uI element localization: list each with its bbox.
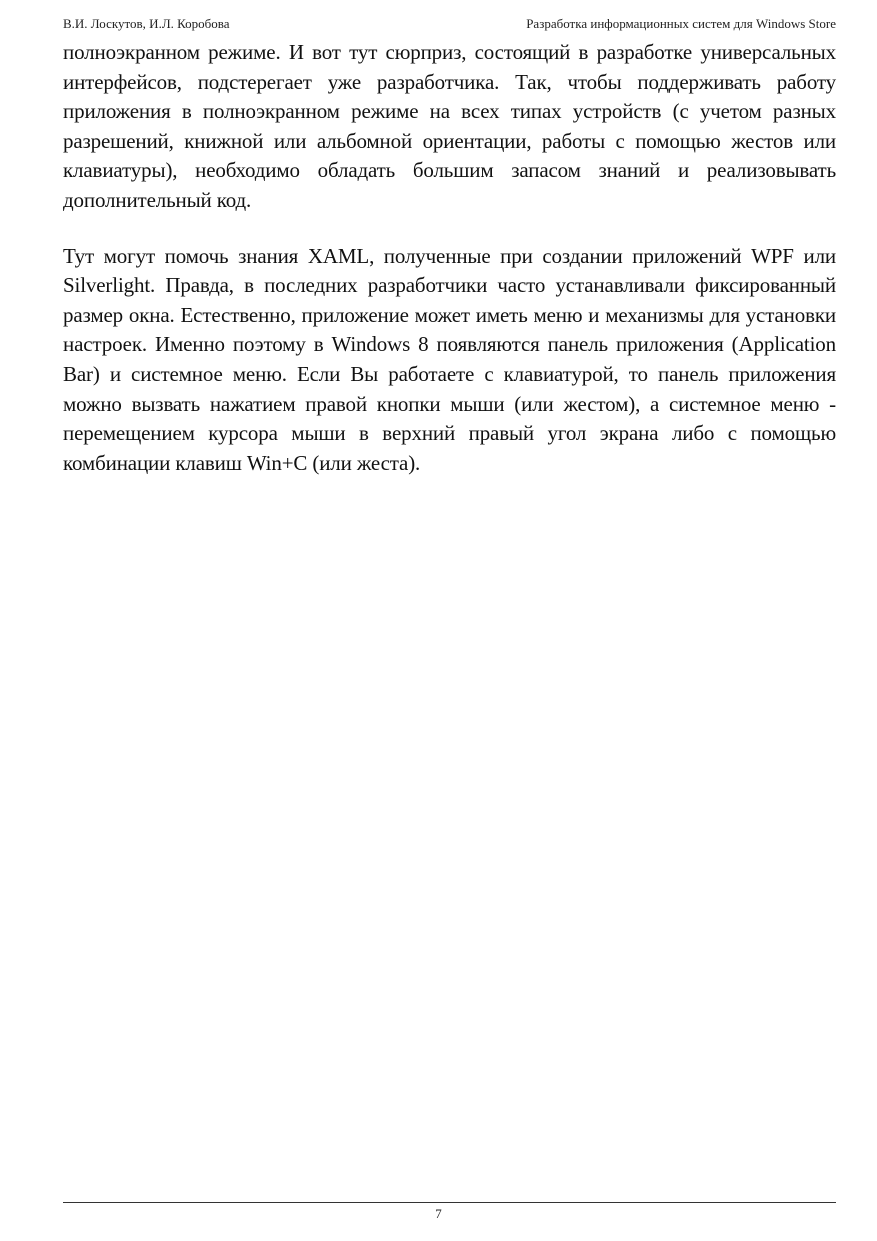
header-book-title: Разработка информационных систем для Windows Store	[526, 16, 836, 31]
paragraph: Тут могут помочь знания XAML, полученные при создании приложений WPF или Silverlight. Правда, в последних разработчики часто устанавливали фиксированный размер окна. Естественно, приложение может иметь меню и механизмы для установки настроек. Именно поэтому в Windows 8 появляются панель приложения (Application Bar) и системное меню. Если Вы работаете с клавиатурой, то панель приложения можно вызвать нажатием правой кнопки мыши (или жестом), а системное меню - перемещением курсора мыши в верхний правый угол экрана либо с помощью комбинации клавиш Win+C (или жеста).	[63, 243, 836, 475]
paragraph: полноэкранном режиме. И вот тут сюрприз, состоящий в разработке универсальных интерфейсов, подстерегает уже разработчика. Так, чтобы поддерживать работу приложения в полноэкранном режиме на всех типах устройств (с учетом разных разрешений, книжной или альбомной ориентации, работы с помощью жестов или клавиатуры), необходимо обладать большим запасом знаний и реализовывать дополнительный код.	[63, 40, 836, 212]
footer-divider	[63, 1202, 836, 1203]
page-header	[63, 16, 836, 36]
page-body	[63, 38, 836, 478]
page-number: 7	[435, 1206, 442, 1221]
header-authors: В.И. Лоскутов, И.Л. Коробова	[63, 16, 230, 31]
